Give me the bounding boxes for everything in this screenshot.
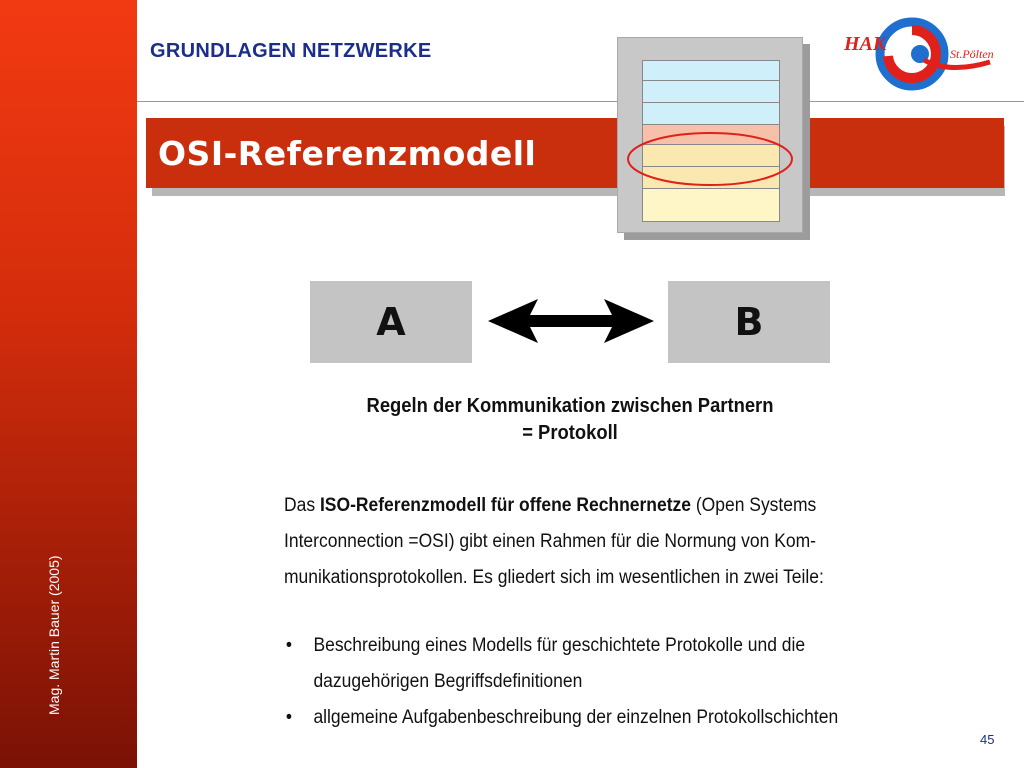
osi-layer-5 [643, 103, 779, 125]
bullet-text-cont: dazugehörigen Begriffsdefinitionen [313, 671, 583, 692]
bullet-text: allgemeine Aufgabenbeschreibung der einzelnen Protokollschichten [313, 707, 839, 728]
partner-b-box: B [668, 281, 830, 363]
para-line-1 [284, 488, 873, 524]
bullet-item [284, 700, 910, 736]
osi-description [284, 488, 873, 596]
highlight-ellipse [625, 130, 795, 188]
bullet-dot: • [285, 635, 292, 656]
osi-layer-1 [643, 189, 779, 221]
header-title: GRUNDLAGEN NETZWERKE [150, 40, 432, 62]
slide-title: OSI-Referenzmodell [158, 134, 537, 173]
caption-line-1: Regeln der Kommunikation zwischen Partnern [366, 395, 774, 417]
para-line-3: munikationsprotokollen. Es gliedert sich im wesentlichen in zwei Teile: [284, 567, 824, 588]
logo-text-left: HAK [844, 33, 887, 55]
logo-text-right: St.Pölten [950, 47, 994, 61]
bullet-item [284, 628, 910, 700]
protocol-caption [331, 393, 809, 447]
bullet-text: Beschreibung eines Modells für geschichtete Protokolle und die [313, 635, 806, 656]
caption-line-2: = Protokoll [522, 422, 618, 444]
school-logo [840, 14, 1005, 94]
author-credit: Mag. Martin Bauer (2005) [46, 555, 62, 715]
page-number: 45 [980, 732, 995, 747]
partner-a-box: A [310, 281, 472, 363]
osi-layer-6 [643, 81, 779, 103]
para-prefix: Das [284, 495, 320, 516]
para-line-1-rest: (Open Systems [690, 495, 817, 516]
double-arrow-icon [488, 296, 654, 346]
bullet-dot: • [285, 707, 292, 728]
para-bold-term: ISO-Referenzmodell für offene Rechnernetze [319, 495, 691, 516]
bullet-list [284, 628, 910, 736]
osi-layer-7 [643, 61, 779, 81]
sidebar [0, 0, 137, 768]
para-line-2: Interconnection =OSI) gibt einen Rahmen für die Normung von Kom- [284, 531, 816, 552]
header-divider [137, 101, 1024, 102]
